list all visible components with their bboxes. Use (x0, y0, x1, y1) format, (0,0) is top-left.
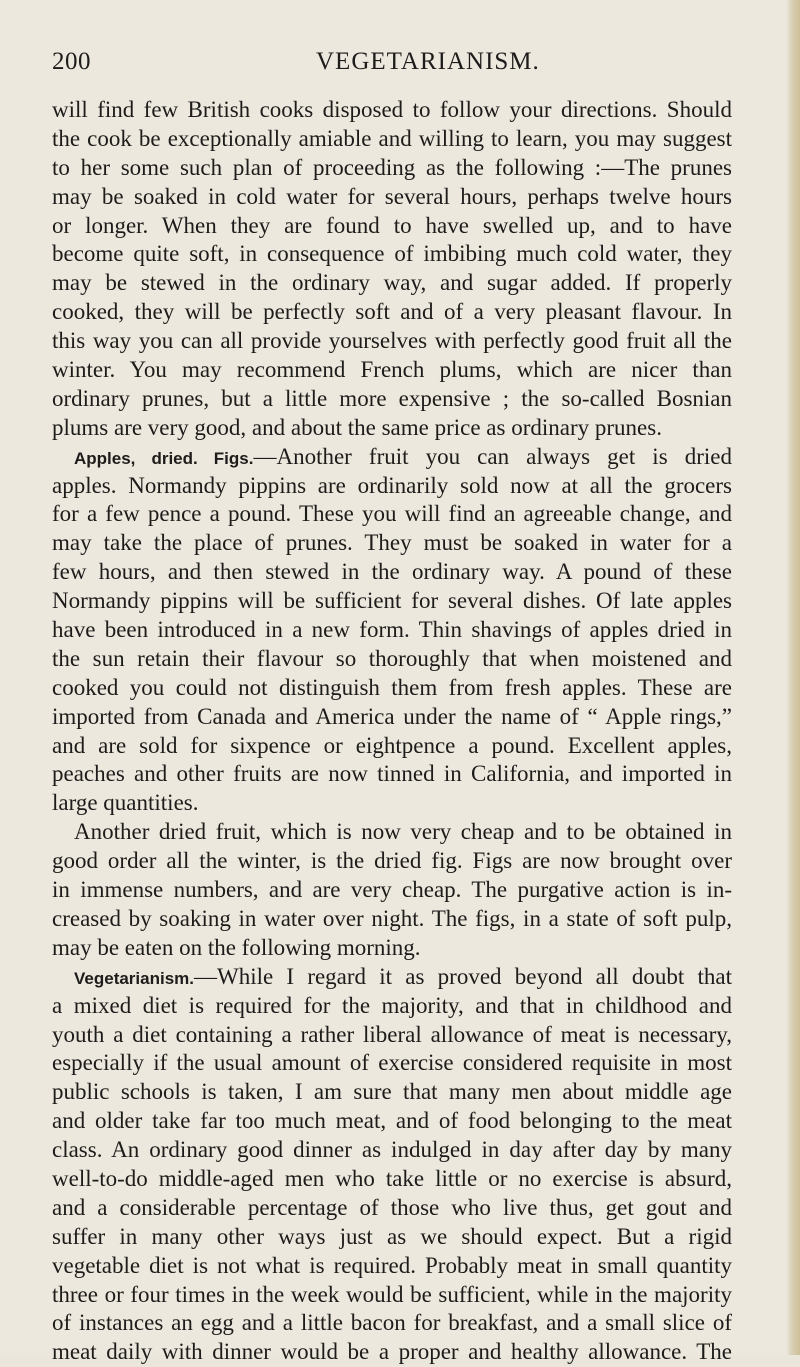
line-text: Another dried fruit, which is now very cheap and to be obtained in (74, 819, 732, 845)
line-text: ordinary prunes, but a little more expensive ; the so-called Bosnian (52, 385, 732, 411)
line-text: will find few British cooks disposed to follow your directions. Should (52, 97, 732, 122)
text-line (52, 703, 732, 732)
line-text: for a few pence a pound. These you will find an agreeable change, and (52, 501, 732, 527)
text-line (52, 1021, 732, 1050)
line-text: a mixed diet is required for the majority, and that in childhood and (52, 992, 732, 1018)
line-text: Normandy pippins will be sufficient for several dishes. Of late apples (52, 588, 732, 614)
text-line (52, 1252, 732, 1281)
line-text: suffer in many other ways just as we should expect. But a rigid (52, 1223, 732, 1249)
line-text: may take the place of prunes. They must be soaked in water for a (52, 530, 732, 556)
text-line (52, 645, 732, 674)
line-text: the sun retain their flavour so thoroughly that when moistened and (52, 645, 732, 671)
body-text (52, 96, 732, 1367)
line-text: and are sold for sixpence or eightpence a pound. Excellent apples, (52, 732, 732, 758)
text-line (52, 1223, 732, 1252)
line-text: in immense numbers, and are very cheap. The purgative action is in- (52, 877, 732, 903)
text-line (52, 963, 732, 992)
line-text: creased by soaking in water over night. The figs, in a state of soft pulp, (52, 905, 732, 931)
text-line (52, 587, 732, 616)
line-text: youth a diet containing a rather liberal allowance of meat is necessary, (52, 1021, 732, 1047)
text-line (52, 414, 732, 443)
line-text: plums are very good, and about the same price as ordinary prunes. (52, 414, 662, 440)
page-header (52, 42, 732, 82)
text-line (52, 789, 732, 818)
text-line (52, 327, 732, 356)
line-text: or longer. When they are found to have swelled up, and to have (52, 212, 732, 238)
line-text: few hours, and then stewed in the ordinary way. A pound of these (52, 559, 732, 585)
text-line (52, 154, 732, 183)
text-line (52, 876, 732, 905)
text-line (52, 385, 732, 414)
text-line (52, 818, 732, 847)
line-text: have been introduced in a new form. Thin shavings of apples dried in (52, 617, 732, 643)
text-line (52, 1194, 732, 1223)
text-line (52, 1309, 732, 1338)
text-line (52, 732, 732, 761)
text-line (52, 558, 732, 587)
line-text: especially if the usual amount of exercise considered requisite in most (52, 1050, 732, 1076)
line-text: public schools is taken, I am sure that many men about middle age (52, 1079, 732, 1105)
text-line (52, 616, 732, 645)
line-text: may be soaked in cold water for several hours, perhaps twelve hours (52, 183, 732, 209)
line-text: and a considerable percentage of those who live thus, get gout and (52, 1194, 732, 1220)
text-line (52, 443, 732, 472)
text-line (52, 905, 732, 934)
line-text: —While I regard it as proved beyond all doubt that (194, 963, 732, 989)
line-text: this way you can all provide yourselves with perfectly good fruit all the (52, 328, 732, 354)
text-line (52, 1078, 732, 1107)
line-text: well-to-do middle-aged men who take little or no exercise is absurd, (52, 1165, 732, 1191)
text-line (52, 125, 732, 154)
line-text: to her some such plan of proceeding as the following :—The prunes (52, 154, 732, 180)
line-text: class. An ordinary good dinner as indulged in day after day by many (52, 1137, 732, 1163)
text-line (52, 760, 732, 789)
text-line (52, 934, 732, 963)
text-line (52, 1165, 732, 1194)
line-text: and older take far too much meat, and of food belonging to the meat (52, 1108, 732, 1134)
text-line (52, 992, 732, 1021)
section-heading: Apples, dried. Figs. (74, 448, 254, 468)
text-line (52, 96, 732, 125)
text-line (52, 1049, 732, 1078)
text-line (52, 472, 732, 501)
text-line (52, 674, 732, 703)
line-text: the cook be exceptionally amiable and willing to learn, you may suggest (52, 125, 732, 151)
line-text: may be eaten on the following morning. (52, 934, 421, 960)
text-line (52, 356, 732, 385)
line-text: may be stewed in the ordinary way, and sugar added. If properly (52, 270, 732, 296)
text-line (52, 298, 732, 327)
text-line (52, 1107, 732, 1136)
line-text: meat daily with dinner would be a proper and healthy allowance. The (52, 1339, 732, 1365)
line-text: become quite soft, in consequence of imbibing much cold water, they (52, 241, 732, 267)
page-number: 200 (52, 48, 91, 75)
text-line (52, 269, 732, 298)
text-line (52, 240, 732, 269)
line-text: of instances an egg and a little bacon for breakfast, and a small slice of (52, 1310, 732, 1336)
text-line (52, 1338, 732, 1367)
running-title: VEGETARIANISM. (316, 48, 540, 75)
text-line (52, 847, 732, 876)
line-text: peaches and other fruits are now tinned in California, and imported in (52, 761, 732, 787)
line-text: three or four times in the week would be sufficient, while in the majority (52, 1281, 732, 1307)
line-text: large quantities. (52, 790, 199, 816)
text-line (52, 500, 732, 529)
line-text: good order all the winter, is the dried fig. Figs are now brought over (52, 848, 732, 874)
line-text: cooked you could not distinguish them from fresh apples. These are (52, 674, 732, 700)
line-text: apples. Normandy pippins are ordinarily sold now at all the grocers (52, 472, 732, 498)
line-text: vegetable diet is not what is required. Probably meat in small quantity (52, 1252, 732, 1278)
line-text: cooked, they will be perfectly soft and of a very pleasant flavour. In (52, 299, 732, 325)
line-text: —Another fruit you can always get is dried (253, 443, 732, 469)
page-edge (786, 0, 800, 1355)
section-heading: Vegetarianism. (74, 968, 195, 988)
text-line (52, 1136, 732, 1165)
text-line (52, 529, 732, 558)
text-line (52, 1281, 732, 1310)
text-line (52, 212, 732, 241)
text-line (52, 183, 732, 212)
line-text: imported from Canada and America under the name of “ Apple rings,” (52, 703, 732, 729)
line-text: winter. You may recommend French plums, which are nicer than (52, 357, 732, 383)
